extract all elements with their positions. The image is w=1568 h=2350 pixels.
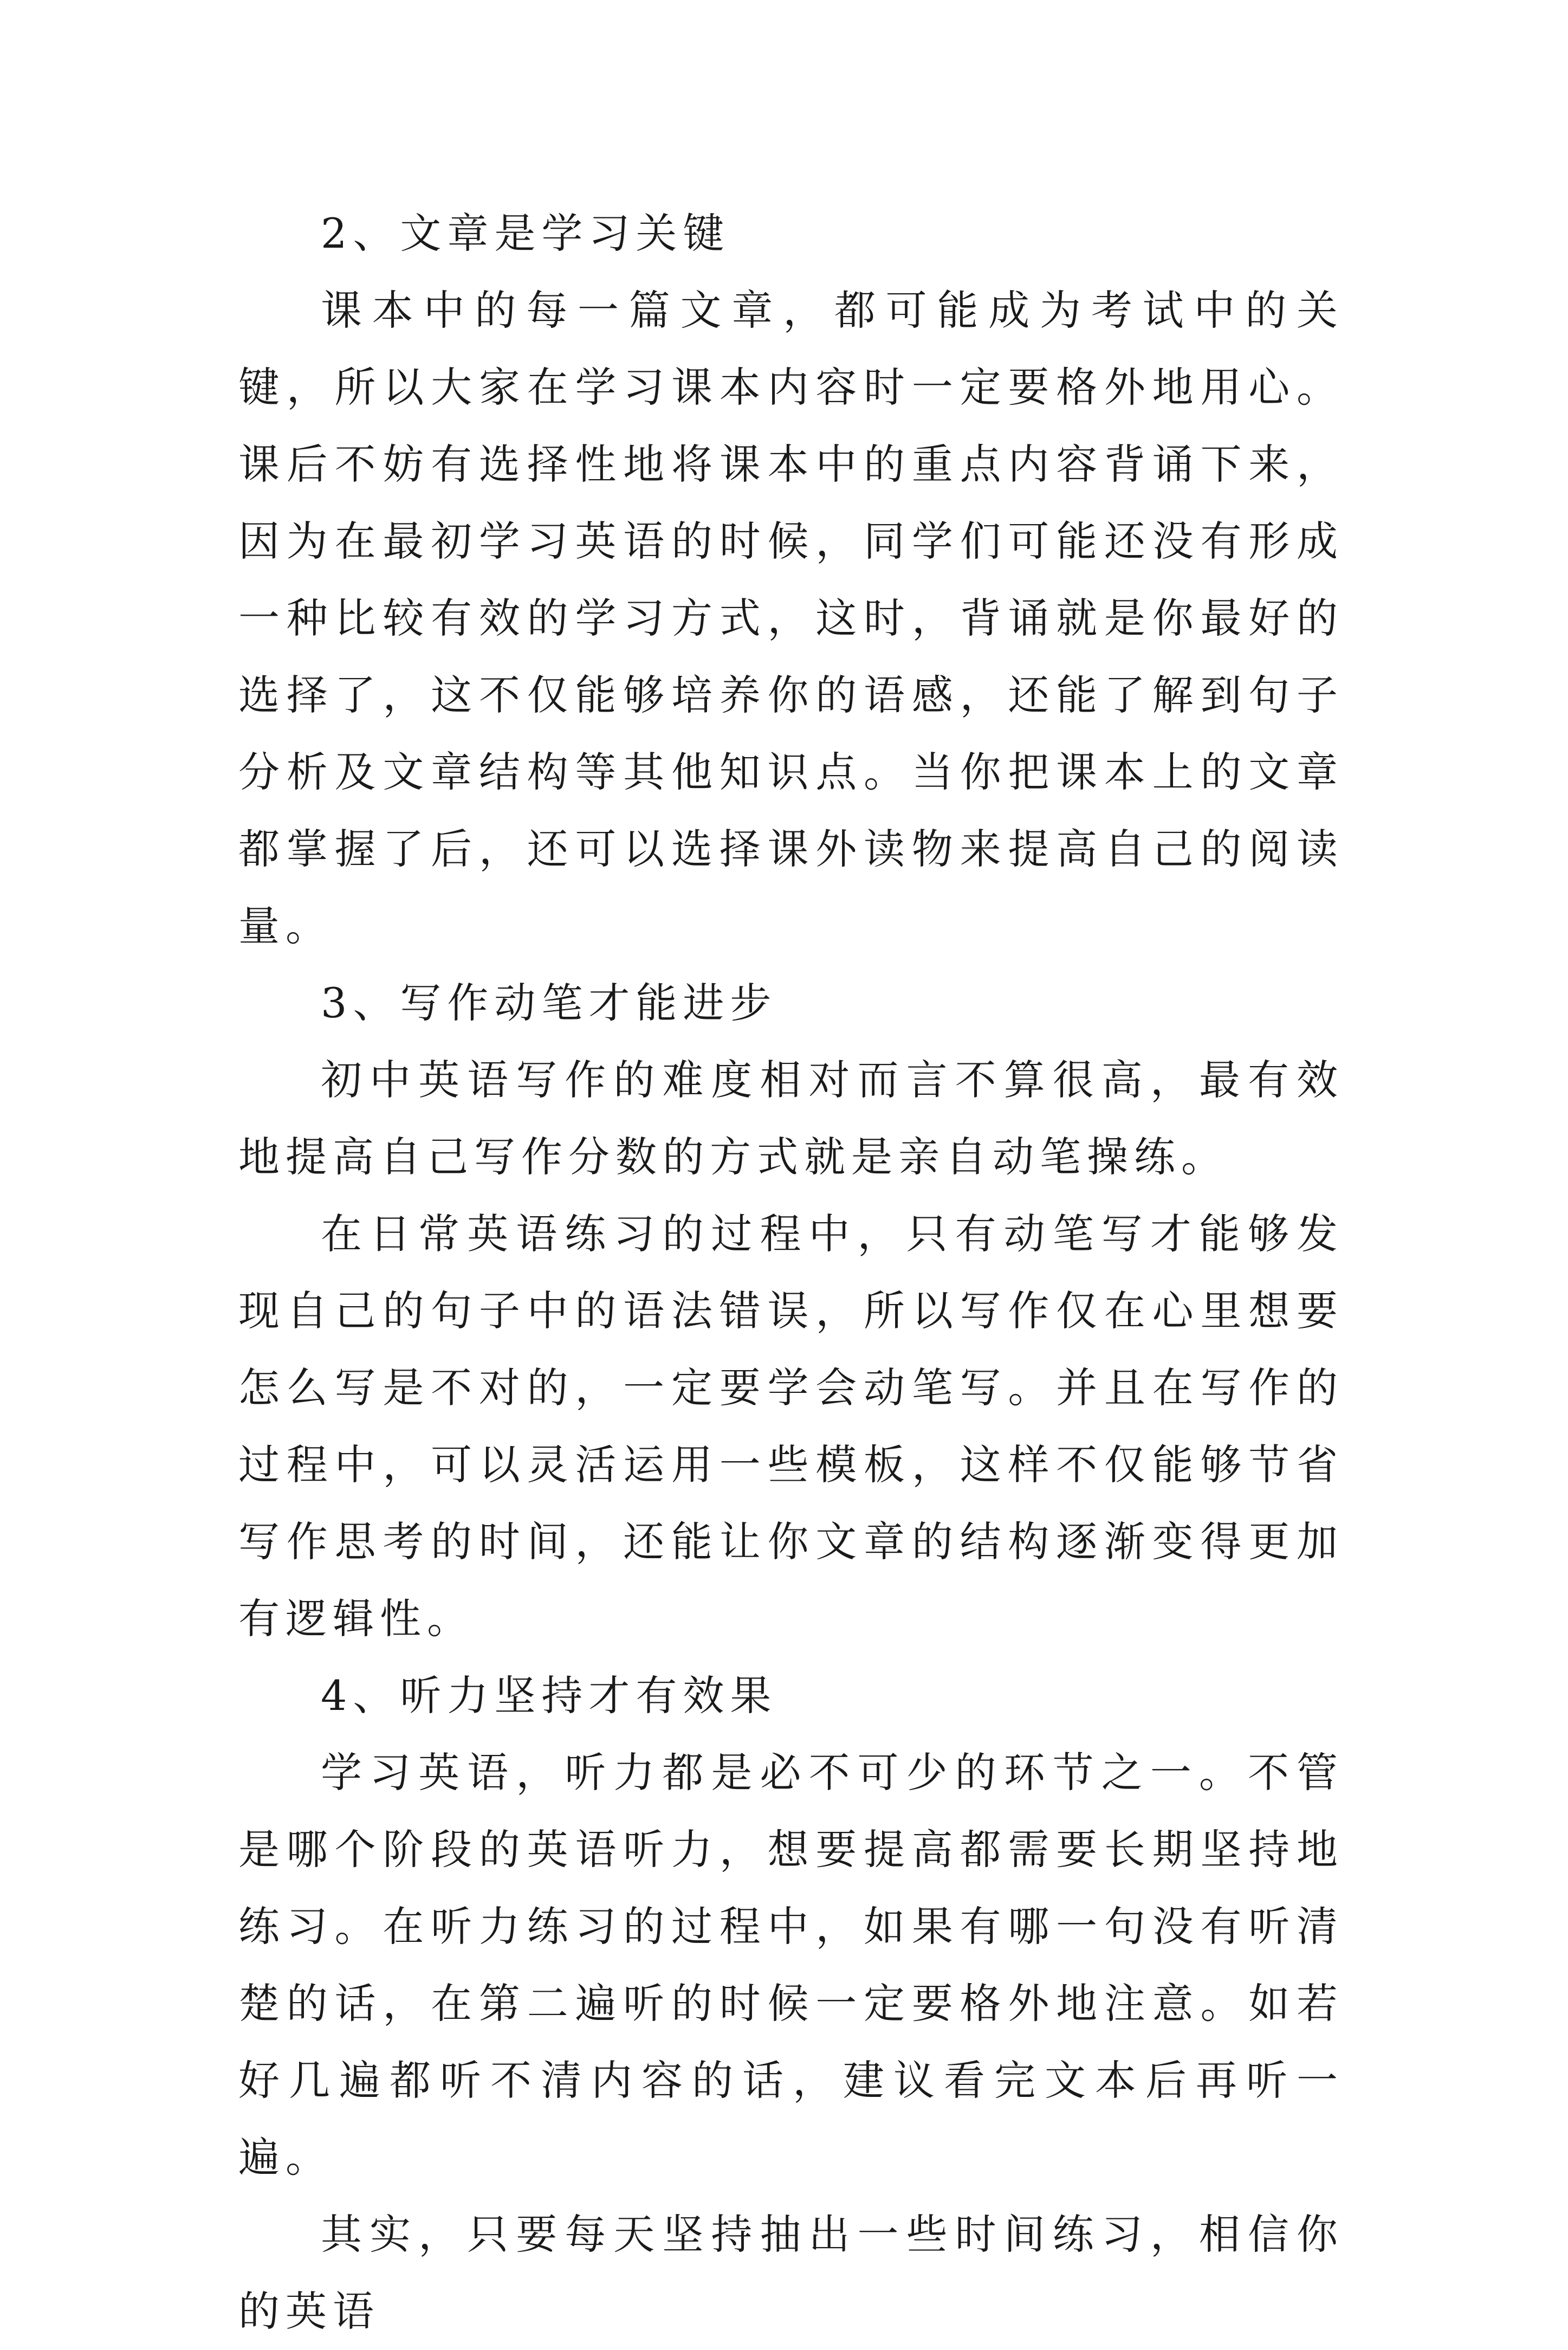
section-heading-3: 3、写作动笔才能进步 [321,979,777,1027]
document-body [238,195,1344,2350]
paragraph-writing-difficulty: 初中英语写作的难度相对而言不算很高，最有效地提高自己写作分数的方式就是亲自动笔操练。 [238,1056,1344,1181]
paragraph-listening: 学习英语，听力都是必不可少的环节之一。不管是哪个阶段的英语听力，想要提高都需要长期坚持地练习。在听力练习的过程中，如果有哪一句没有听清楚的话，在第二遍听的时候一定要格外地注意。如若好几遍都听不清内容的话，建议看完文本后再听一遍。 [238,1748,1344,2181]
paragraph-article-study: 课本中的每一篇文章，都可能成为考试中的关键，所以大家在学习课本内容时一定要格外地用心。课后不妨有选择性地将课本中的重点内容背诵下来，因为在最初学习英语的时候，同学们可能还没有形成一种比较有效的学习方式，这时，背诵就是你最好的选择了，这不仅能够培养你的语感，还能了解到句子分析及文章结构等其他知识点。当你把课本上的文章都掌握了后，还可以选择课外读物来提高自己的阅读量。 [238,286,1344,950]
paragraph-closing: 其实，只要每天坚持抽出一些时间练习，相信你的英语 [238,2210,1344,2335]
section-heading-2: 2、文章是学习关键 [321,209,730,257]
paragraph-writing-practice: 在日常英语练习的过程中，只有动笔写才能够发现自己的句子中的语法错误，所以写作仅在心里想要怎么写是不对的，一定要学会动笔写。并且在写作的过程中，可以灵活运用一些模板，这样不仅能够节省写作思考的时间，还能让你文章的结构逐渐变得更加有逻辑性。 [238,1210,1344,1643]
section-heading-4: 4、听力坚持才有效果 [321,1671,777,1720]
